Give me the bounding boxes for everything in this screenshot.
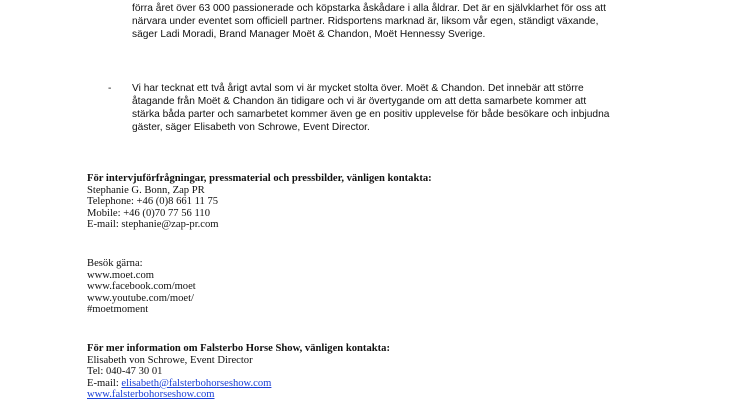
quote-moet-line: närvara under eventet som officiell partner. Ridsportens marknad är, liksom vår egen, ständigt växande, — [132, 16, 599, 27]
visit-section — [87, 258, 687, 316]
quote-line: åtagande från Moët & Chandon än tidigare och vi är övertygande om att detta samarbete kommer att — [132, 96, 587, 107]
fhs-contact-name: Elisabeth von Schrowe, Event Director — [87, 354, 253, 366]
fhs-website-link[interactable]: www.falsterbohorseshow.com — [87, 389, 215, 401]
visit-link-facebook: www.facebook.com/moet — [87, 281, 196, 293]
fhs-email-label: E-mail: — [87, 377, 122, 389]
fhs-contact-email-row — [87, 378, 687, 390]
quote-moet — [132, 2, 732, 41]
quote-moet-line: förra året över 63 000 passionerade och köpstarka åskådare i alla åldrar. Det är en självklarhet för oss att — [132, 3, 606, 14]
visit-link-moet: www.moet.com — [87, 269, 154, 281]
visit-heading: Besök gärna: — [87, 258, 143, 269]
quote-event-director — [132, 82, 732, 134]
press-contact — [87, 173, 687, 231]
press-contact-email: E-mail: stephanie@zap-pr.com — [87, 219, 219, 231]
press-contact-heading: För intervjuförfrågningar, pressmaterial och pressbilder, vänligen kontakta: — [87, 173, 432, 184]
fhs-contact-tel: Tel: 040-47 30 01 — [87, 366, 163, 378]
visit-hashtag: #moetmoment — [87, 304, 149, 316]
quote-line: gäster, säger Elisabeth von Schrowe, Event Director. — [132, 122, 370, 133]
press-contact-telephone: Telephone: +46 (0)8 661 11 75 — [87, 196, 219, 208]
fhs-email-link[interactable]: elisabeth@falsterbohorseshow.com — [121, 377, 272, 389]
fhs-contact — [87, 343, 687, 401]
fhs-contact-heading: För mer information om Falsterbo Horse Show, vänligen kontakta: — [87, 343, 390, 354]
visit-link-youtube: www.youtube.com/moet/ — [87, 292, 194, 304]
fhs-website-row — [87, 389, 687, 401]
press-contact-name: Stephanie G. Bonn, Zap PR — [87, 184, 205, 196]
list-bullet: - — [108, 83, 112, 94]
quote-line: stärka båda parter och samarbetet kommer även ge en positiv upplevelse för både besökare och inbjudna — [132, 109, 610, 120]
quote-line: Vi har tecknat ett två årigt avtal som vi är mycket stolta över. Moët & Chandon. Det innebär att större — [132, 83, 584, 94]
press-contact-mobile: Mobile: +46 (0)70 77 56 110 — [87, 207, 210, 219]
quote-moet-line: säger Ladi Moradi, Brand Manager Moët & Chandon, Moët Hennessy Sverige. — [132, 29, 486, 40]
